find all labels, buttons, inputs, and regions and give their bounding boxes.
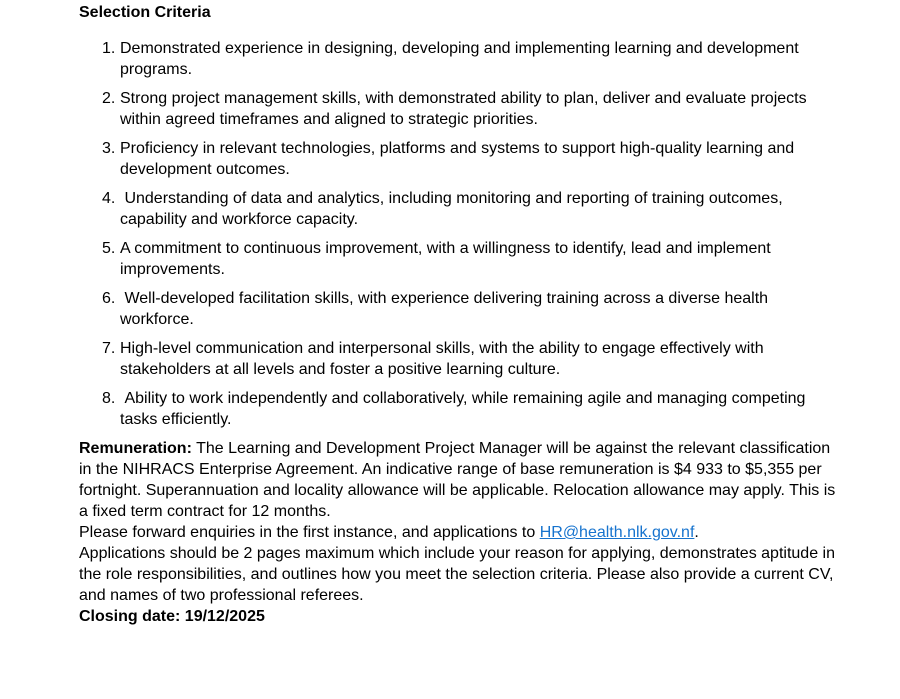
enquiries-text: Please forward enquiries in the first instance, and applications to [79,524,540,541]
criteria-number: 5. [102,240,116,257]
remuneration-label: Remuneration: [79,440,192,457]
enquiries-paragraph [79,522,845,543]
criteria-list [79,38,845,430]
criteria-number: 2. [102,90,116,107]
closing-date [79,606,845,627]
criteria-text: Understanding of data and analytics, including monitoring and reporting of training outcomes, capability and workforce capacity. [120,190,788,228]
remuneration-paragraph [79,438,845,522]
criteria-item [102,88,845,130]
criteria-number: 8. [102,390,116,407]
criteria-item [102,188,845,230]
criteria-text: Ability to work independently and collaboratively, while remaining agile and managing competing tasks efficiently. [120,390,810,428]
closing-date-label: Closing date: [79,608,181,625]
criteria-item [102,338,845,380]
criteria-text: Well-developed facilitation skills, with experience delivering training across a diverse health workforce. [120,290,773,328]
criteria-number: 4. [102,190,116,207]
criteria-number: 6. [102,290,116,307]
criteria-number: 3. [102,140,116,157]
email-link[interactable]: HR@health.nlk.gov.nf [539,524,695,541]
applications-paragraph: Applications should be 2 pages maximum which include your reason for applying, demonstrates aptitude in the role responsibilities, and outlines how you meet the selection criteria. Please also provide a current CV, and names of two professional referees. [79,545,835,604]
closing-date-value: 19/12/2025 [180,608,265,625]
enquiries-suffix: . [694,524,699,541]
criteria-text: A commitment to continuous improvement, with a willingness to identify, lead and implement improvements. [120,240,776,278]
criteria-text: High-level communication and interpersonal skills, with the ability to engage effectively with stakeholders at all levels and foster a positive learning culture. [120,340,769,378]
criteria-item [102,138,845,180]
section-heading: Selection Criteria [79,4,211,21]
criteria-item [102,38,845,80]
criteria-text: Proficiency in relevant technologies, platforms and systems to support high-quality learning and development outcomes. [120,140,799,178]
criteria-text: Strong project management skills, with demonstrated ability to plan, deliver and evaluate projects within agreed timeframes and aligned to strategic priorities. [120,90,812,128]
remuneration-text: The Learning and Development Project Manager will be against the relevant classification in the NIHRACS Enterprise Agreement. An indicative range of base remuneration is $4 933 to $5,355 per fortnight. Superannuation and locality allowance will be applicable. Relocation allowance may apply. This is a fixed term contract for 12 months. [79,440,840,520]
criteria-text: Demonstrated experience in designing, developing and implementing learning and development programs. [120,40,804,78]
criteria-number: 1. [102,40,116,57]
criteria-number: 7. [102,340,116,357]
criteria-item [102,238,845,280]
criteria-item [102,288,845,330]
criteria-item [102,388,845,430]
